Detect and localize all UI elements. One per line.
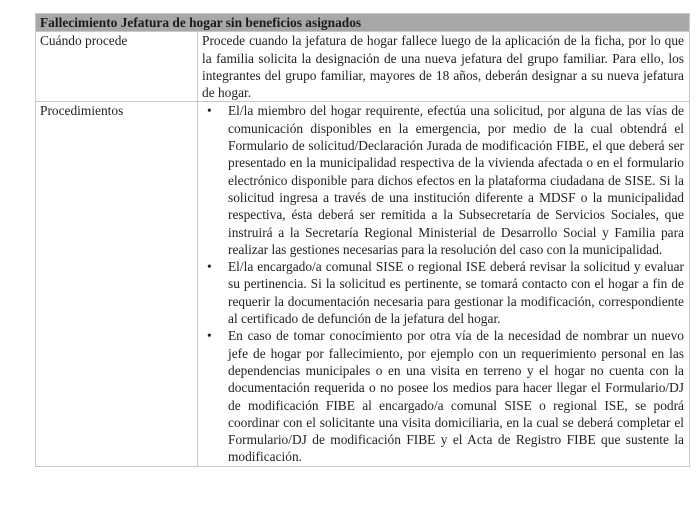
- list-item: [202, 327, 684, 465]
- bullet-icon: •: [207, 103, 212, 119]
- list-item-text: En caso de tomar conocimiento por otra vía de la necesidad de nombrar un nuevo jefe de hogar por fallecimiento, por ejemplo con un requerimiento personal en las dependencias municipales o en una visita en terreno y el hogar no cuenta con la documentación requerida o no posee los medios para hacer llegar el Formulario/DJ de modificación FIBE al encargado/a comunal SISE o regional ISE, se podrá coordinar con el solicitante una visita domiciliaria, en la cual se deberá completar el Formulario/DJ de modificación FIBE y el Acta de Registro FIBE que sustente la modificación.: [228, 328, 684, 465]
- procedure-table: [35, 13, 690, 467]
- list-item: [202, 258, 684, 327]
- list-item: [202, 102, 684, 258]
- table-header: Fallecimiento Jefatura de hogar sin beneficios asignados: [36, 14, 690, 32]
- bullet-icon: •: [207, 328, 212, 344]
- list-item-text: El/la encargado/a comunal SISE o regional ISE deberá revisar la solicitud y evaluar su pertinencia. Si la solicitud es pertinente, se tomará contacto con el hogar a fin de requerir la documentación necesaria para gestionar la modificación, correspondiente al certificado de defunción de la jefatura del hogar.: [228, 259, 684, 327]
- procedure-list: [202, 102, 684, 465]
- row-text: Procede cuando la jefatura de hogar fallece luego de la aplicación de la ficha, por lo que la familia solicita la designación de una nueva jefatura del grupo familiar. Para ello, los integrantes del grupo familiar, mayores de 18 años, deberán designar a su nueva jefatura de hogar.: [198, 32, 690, 102]
- table-header-row: [36, 14, 690, 32]
- row-label: Procedimientos: [36, 102, 198, 466]
- table-row: [36, 32, 690, 102]
- list-item-text: El/la miembro del hogar requirente, efectúa una solicitud, por alguna de las vías de comunicación disponibles en la emergencia, por medio de la cual obtendrá el Formulario de solicitud/Declaración Jurada de modificación FIBE, el que deberá ser presentado en la municipalidad respectiva de la vivienda afectada o en el formulario electrónico disponible para dichos efectos en la plataforma ciudadana de SISE. Si la solicitud ingresa a través de una institución diferente a MDSF o la municipalidad respectiva, ésta deberá ser remitida a la Subsecretaría de Servicios Sociales, que instruirá a la Secretaría Regional Ministerial de Desarrollo Social y Familia para realizar las gestiones necesarias para la resolución del caso con la municipalidad.: [228, 103, 684, 257]
- row-label: Cuándo procede: [36, 32, 198, 102]
- table-row: [36, 102, 690, 466]
- procedure-list-cell: [198, 102, 690, 466]
- bullet-icon: •: [207, 259, 212, 275]
